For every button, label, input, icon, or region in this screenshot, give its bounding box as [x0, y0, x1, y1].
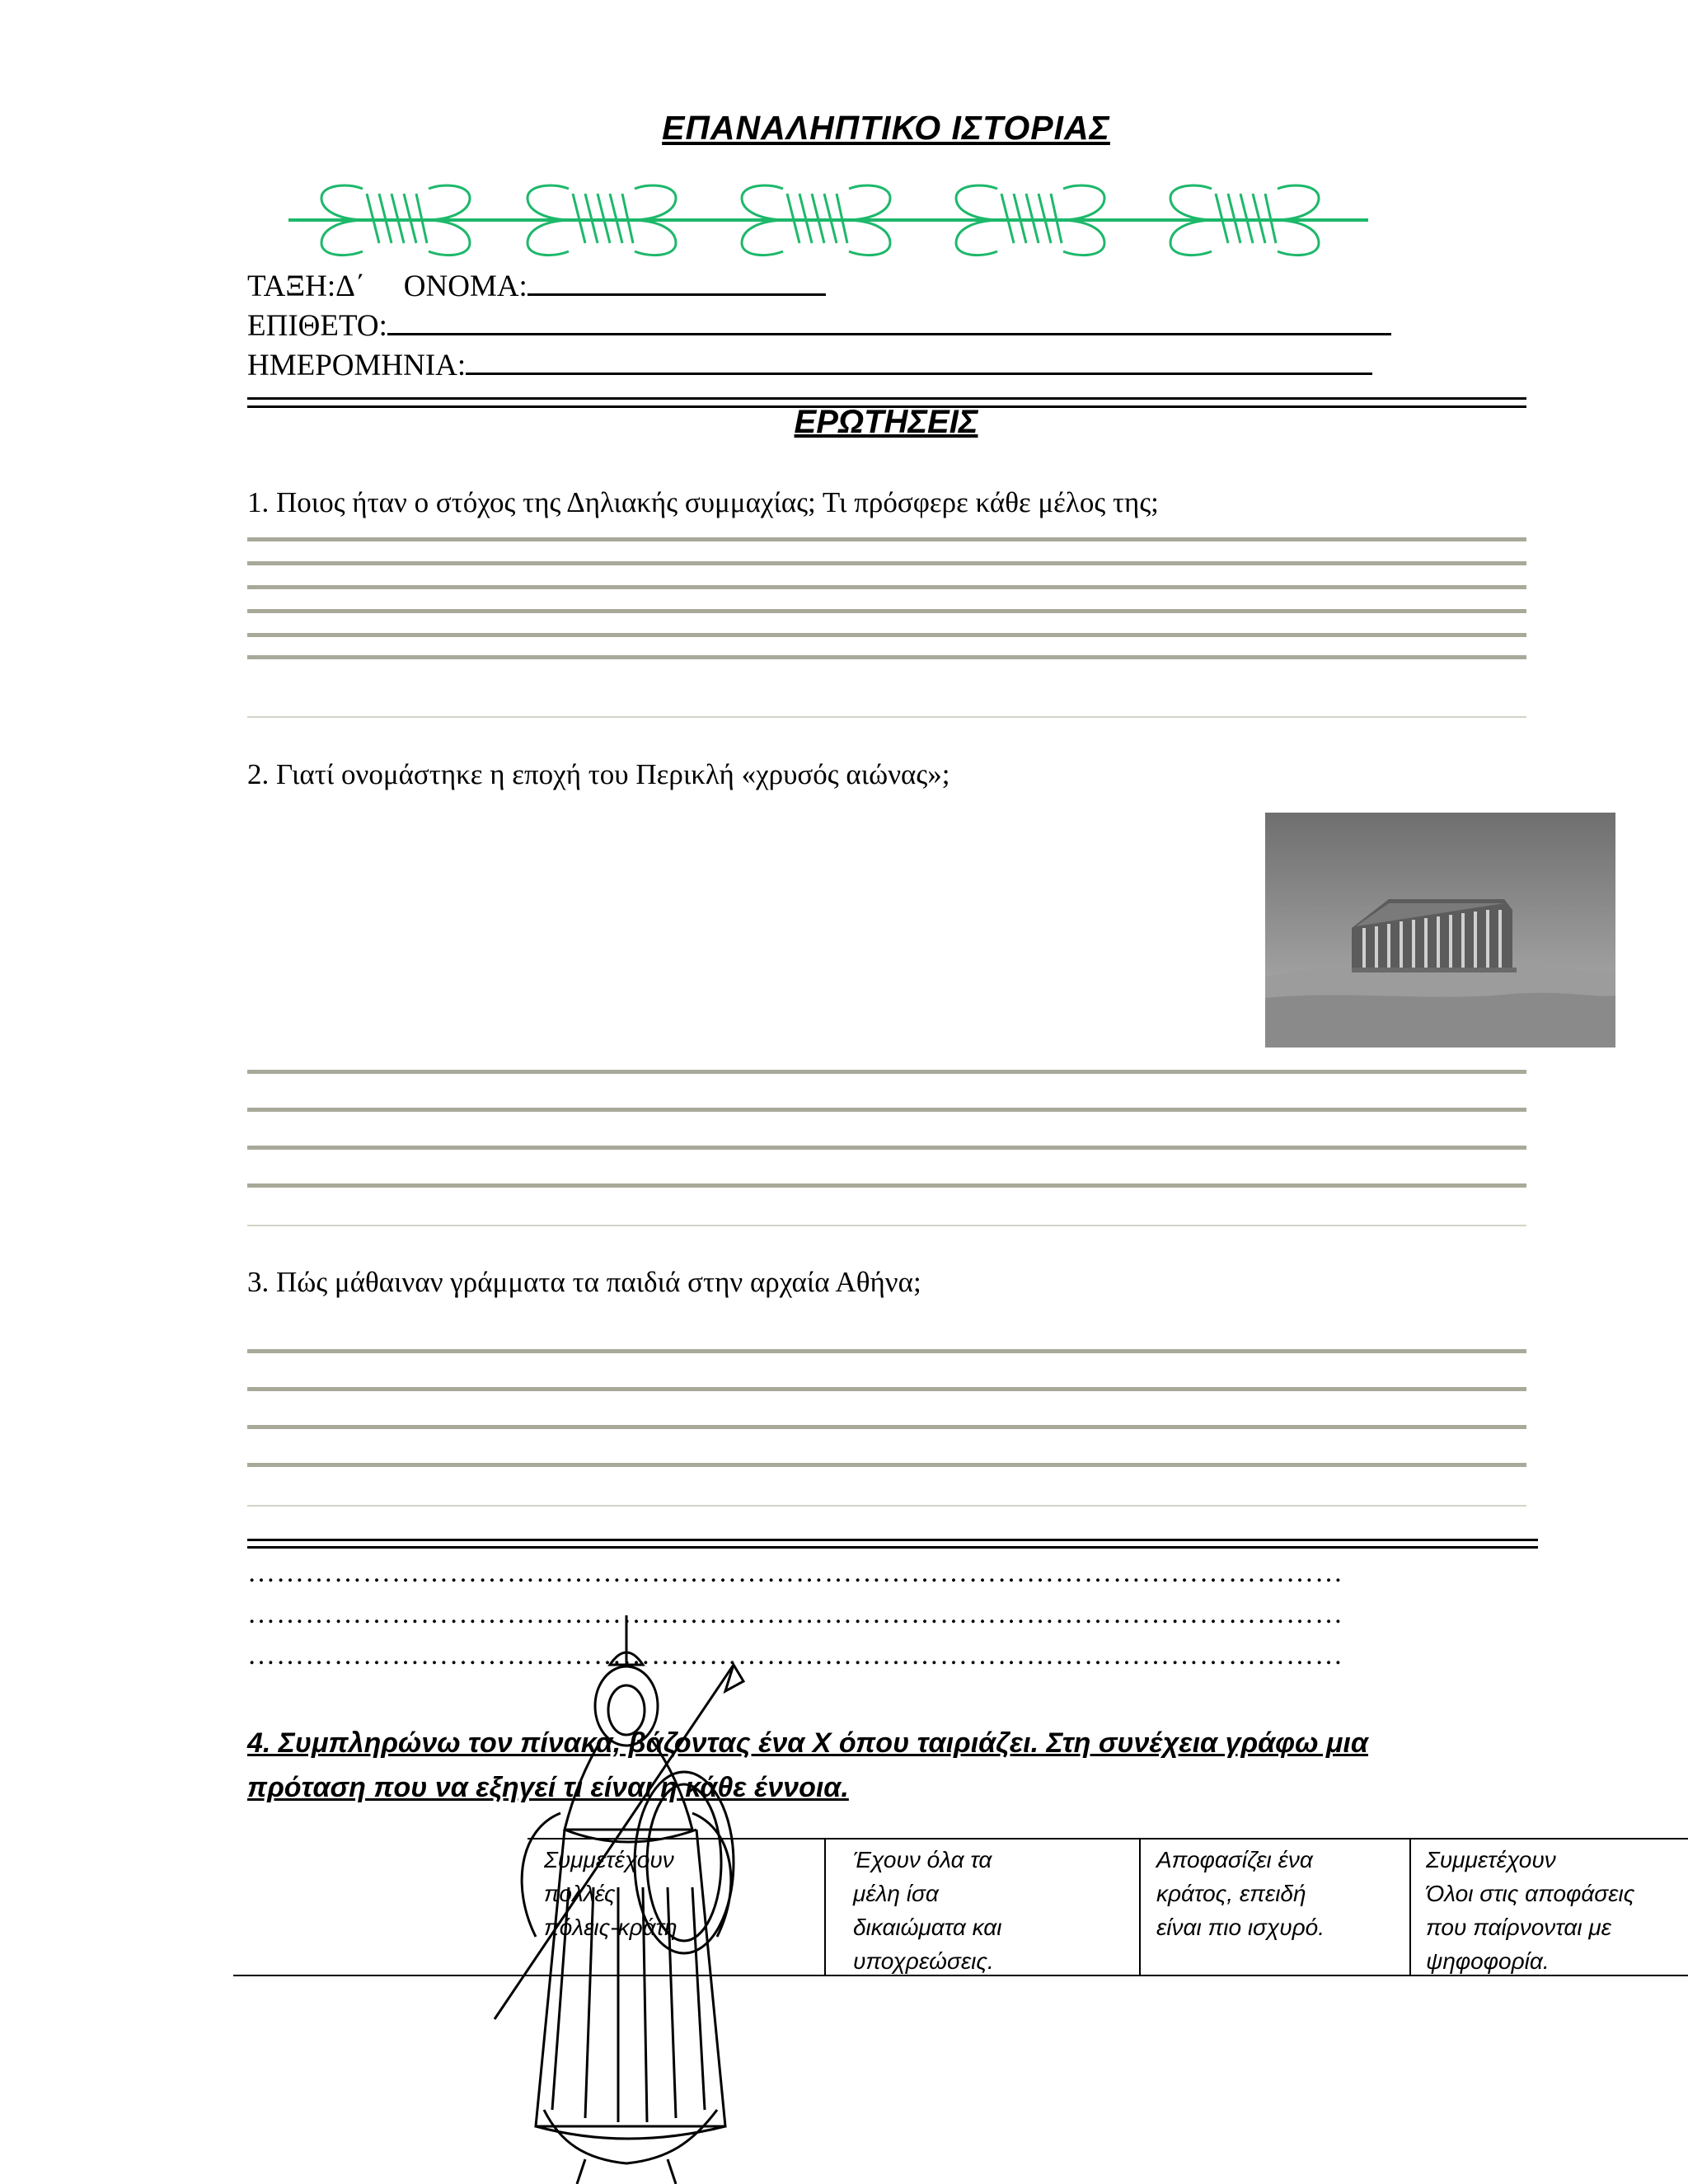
surname-label: ΕΠΙΘΕΤΟ: — [247, 309, 387, 343]
answer-line[interactable] — [247, 585, 1526, 589]
table-column-divider — [1409, 1838, 1411, 1976]
dotted-answer-line[interactable]: …………………………………………………………………………………………………… — [247, 1640, 1343, 1671]
answer-line[interactable] — [247, 1463, 1526, 1467]
answer-line[interactable] — [247, 1425, 1526, 1429]
task-4-line-1: 4. Συμπληρώνω τον πίνακα, βάζοντας ένα Χ όπου ταιριάζει. Στη συνέχεια γράφω μια — [247, 1727, 1368, 1759]
answer-line[interactable] — [247, 609, 1526, 613]
question-3: 3. Πώς μάθαιναν γράμματα τα παιδιά στην αρχαία Αθήνα; — [247, 1266, 921, 1298]
question-1: 1. Ποιος ήταν ο στόχος της Δηλιακής συμμαχίας; Τι πρόσφερε κάθε μέλος της; — [247, 486, 1159, 518]
question-2: 2. Γιατί ονομάστηκε η εποχή του Περικλή «χρυσός αιώνας»; — [247, 758, 950, 790]
name-field[interactable] — [528, 265, 826, 296]
date-row — [247, 344, 1372, 383]
class-name-row — [247, 265, 826, 304]
answer-line[interactable] — [247, 716, 1526, 718]
answer-line[interactable] — [247, 1146, 1526, 1150]
table-column-divider — [824, 1838, 826, 1976]
answer-line[interactable] — [247, 633, 1526, 637]
answer-line[interactable] — [247, 1349, 1526, 1353]
double-divider — [247, 1539, 1538, 1549]
answer-line[interactable] — [247, 537, 1526, 541]
answer-line[interactable] — [247, 1225, 1526, 1226]
worksheet-title: ΕΠΑΝΑΛΗΠΤΙΚΟ ΙΣΤΟΡΙΑΣ — [662, 109, 1110, 147]
answer-line[interactable] — [247, 1070, 1526, 1074]
dotted-answer-line[interactable]: …………………………………………………………………………………………………… — [247, 1558, 1343, 1588]
task-4-instructions — [247, 1721, 1368, 1810]
athena-drawing — [486, 1615, 775, 2184]
table-cell-3[interactable]: Αποφασίζει ένα κράτος, επειδή είναι πιο ισχυρό. — [1156, 1847, 1325, 1940]
answer-line[interactable] — [247, 1108, 1526, 1112]
table-cell-4[interactable]: Συμμετέχουν Όλοι στις αποφάσεις που παίρνονται με ψηφοφορία. — [1426, 1847, 1635, 1974]
task-4-line-2: πρόταση που να εξηγεί τι είναι η κάθε έννοια. — [247, 1772, 849, 1803]
name-label: ΟΝΟΜΑ: — [403, 269, 528, 303]
dotted-answer-line[interactable]: …………………………………………………………………………………………………… — [247, 1599, 1343, 1629]
surname-field[interactable] — [387, 305, 1391, 335]
date-field[interactable] — [466, 344, 1372, 375]
answer-line[interactable] — [247, 1183, 1526, 1188]
table-column-divider — [1139, 1838, 1141, 1976]
answer-line[interactable] — [247, 1387, 1526, 1391]
date-label: ΗΜΕΡΟΜΗΝΙΑ: — [247, 349, 467, 382]
table-cell-1[interactable]: Συμμετέχουν πολλές πόλεις-κράτη — [544, 1847, 678, 1940]
spiral-ornament-icon — [288, 177, 1368, 264]
class-label: ΤΑΞΗ:Δ΄ — [247, 269, 366, 303]
answer-line[interactable] — [247, 561, 1526, 565]
answer-line[interactable] — [247, 1505, 1526, 1507]
surname-row — [247, 305, 1391, 344]
answer-line[interactable] — [247, 655, 1526, 659]
table-cell-2[interactable]: Έχουν όλα τα μέλη ίσα δικαιώματα και υποχρεώσεις. — [853, 1847, 1002, 1974]
parthenon-photo — [1265, 813, 1615, 1047]
section-title: ΕΡΩΤΗΣΕΙΣ — [794, 404, 978, 440]
